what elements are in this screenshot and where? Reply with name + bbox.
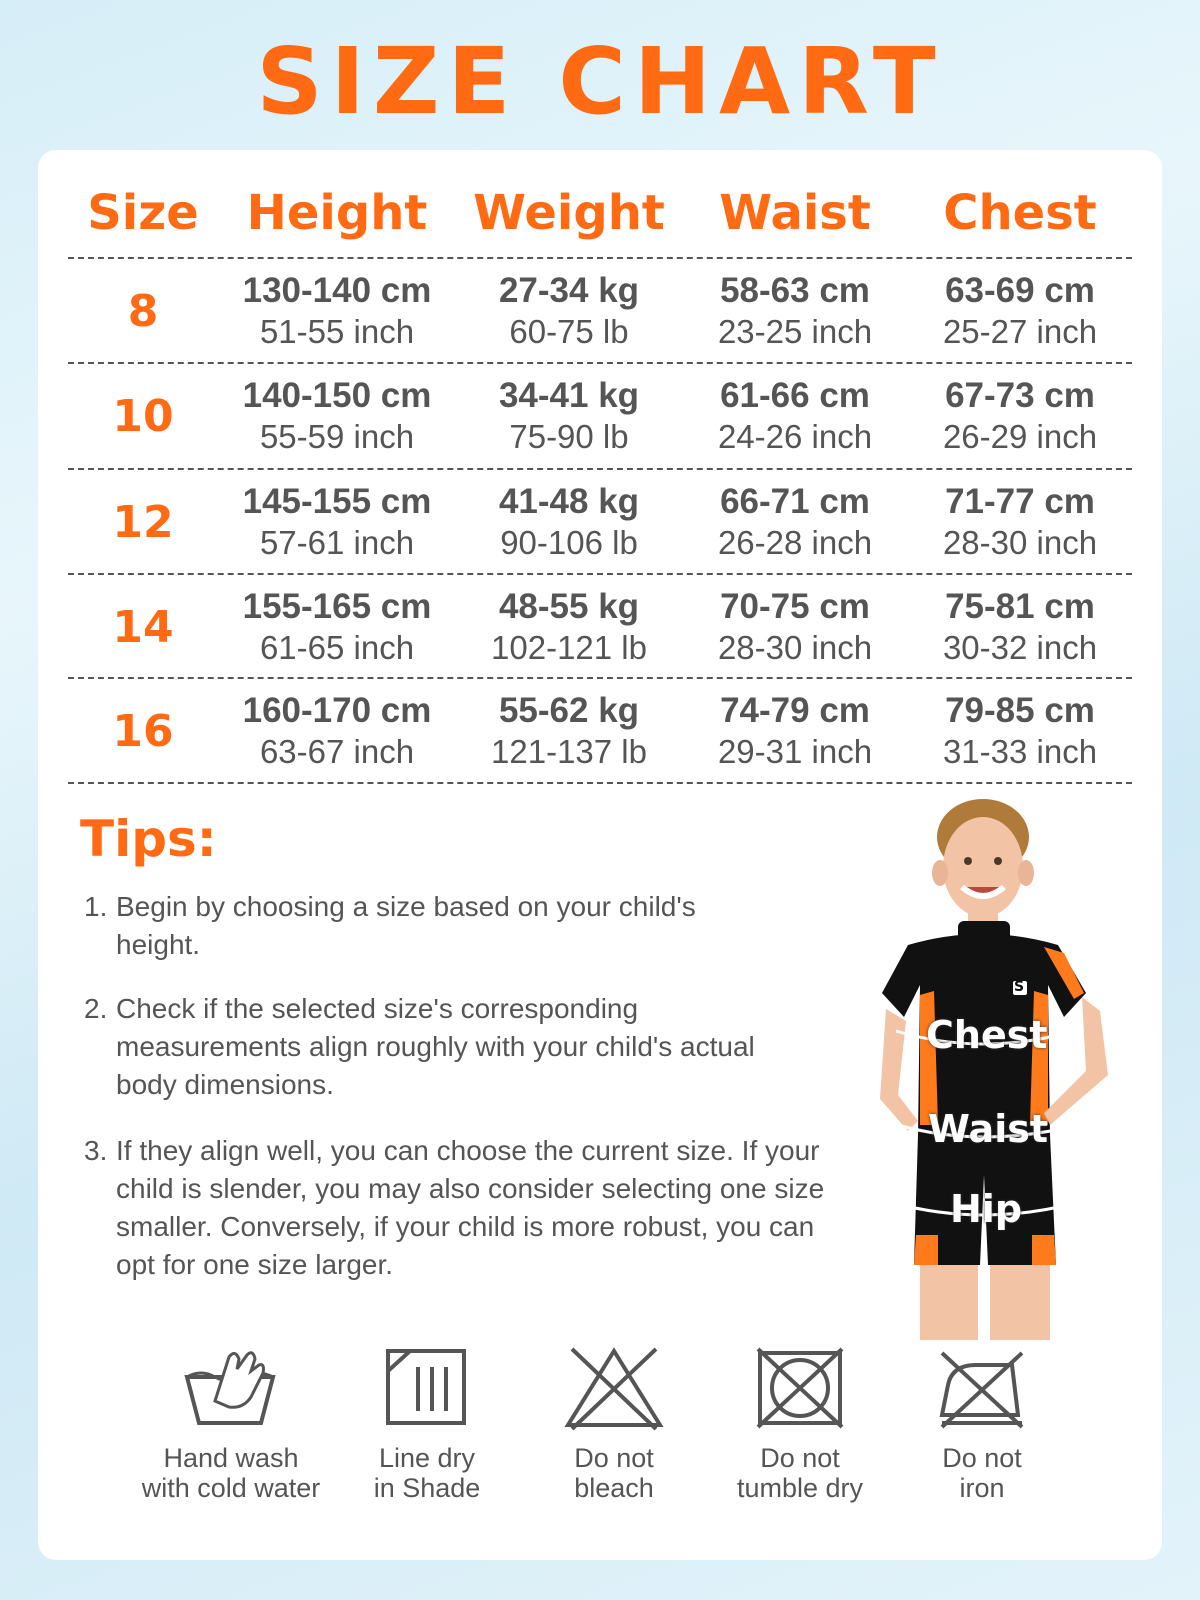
waist-inch: 29-31 inch — [717, 733, 873, 770]
height-inch: 51-55 inch — [259, 313, 415, 350]
chest-inch: 26-29 inch — [942, 418, 1098, 455]
tip-number: 1. — [84, 891, 108, 922]
table-row — [68, 258, 1132, 364]
waist-cell — [682, 258, 908, 364]
height-inch: 63-67 inch — [259, 733, 415, 770]
table-row — [68, 469, 1132, 575]
table-divider — [68, 782, 1132, 784]
header-chest: Chest — [943, 185, 1097, 241]
weight-cell — [456, 574, 682, 680]
weight-kg: 27-34 kg — [498, 271, 640, 310]
tip-text: If they align well, you can choose the current size. If your child is slender, you may also consider selecting one size smaller. Conversely, if your child is more robust, you can opt for one size larger. — [116, 1135, 825, 1280]
table-row — [68, 678, 1132, 784]
care-item-hand-wash — [121, 1345, 341, 1503]
chest-inch: 25-27 inch — [942, 313, 1098, 350]
chest-cm: 71-77 cm — [945, 482, 1095, 521]
care-item-no-iron — [872, 1345, 1092, 1503]
tip-number: 3. — [84, 1135, 108, 1166]
waist-cm: 66-71 cm — [720, 482, 870, 521]
height-cm: 140-150 cm — [242, 376, 432, 415]
waist-cm: 70-75 cm — [720, 587, 870, 626]
table-header — [68, 172, 1132, 254]
height-cell — [218, 363, 456, 469]
tip-item — [84, 990, 844, 1104]
header-height: Height — [246, 185, 428, 241]
chest-cell — [908, 574, 1132, 680]
weight-kg: 55-62 kg — [498, 691, 640, 730]
size-cell: 8 — [127, 285, 159, 337]
height-cell — [218, 258, 456, 364]
line-dry-shade-icon — [384, 1345, 470, 1431]
tip-text: Check if the selected size's corresponding measurements align roughly with your child's actual body dimensions. — [116, 993, 755, 1100]
waist-label: Waist — [928, 1107, 1049, 1151]
page-title: SIZE CHART — [256, 28, 944, 135]
no-iron-icon — [936, 1345, 1028, 1431]
header-weight: Weight — [473, 185, 665, 241]
chest-cell — [908, 363, 1132, 469]
table-row — [68, 363, 1132, 469]
hip-label: Hip — [950, 1187, 1023, 1231]
weight-cell — [456, 469, 682, 575]
weight-kg: 34-41 kg — [498, 376, 640, 415]
child-wetsuit-figure — [838, 795, 1118, 1340]
chest-cell — [908, 258, 1132, 364]
wetsuit-illustration — [838, 795, 1118, 1340]
size-cell: 16 — [112, 705, 174, 757]
height-cell — [218, 469, 456, 575]
size-cell: 12 — [112, 496, 174, 548]
chest-cm: 67-73 cm — [945, 376, 1095, 415]
tip-text: Begin by choosing a size based on your child's height. — [116, 891, 696, 960]
tips-title: Tips: — [80, 810, 217, 868]
weight-cell — [456, 363, 682, 469]
suit-logo: S — [1014, 979, 1025, 995]
waist-inch: 24-26 inch — [717, 418, 873, 455]
care-label: Do not bleach — [574, 1443, 654, 1503]
size-cell: 14 — [112, 601, 174, 653]
header-waist: Waist — [719, 185, 871, 241]
weight-cell — [456, 678, 682, 784]
height-cm: 145-155 cm — [242, 482, 432, 521]
size-cell: 10 — [112, 390, 174, 442]
waist-inch: 28-30 inch — [717, 629, 873, 666]
tip-item — [84, 888, 844, 964]
chest-inch: 30-32 inch — [942, 629, 1098, 666]
chest-inch: 28-30 inch — [942, 524, 1098, 561]
chest-cm: 79-85 cm — [945, 691, 1095, 730]
chest-inch: 31-33 inch — [942, 733, 1098, 770]
weight-lb: 121-137 lb — [491, 733, 647, 770]
waist-cell — [682, 363, 908, 469]
care-label: Hand wash with cold water — [141, 1443, 321, 1503]
chest-cell — [908, 678, 1132, 784]
height-cell — [218, 574, 456, 680]
chest-cell — [908, 469, 1132, 575]
height-cm: 130-140 cm — [242, 271, 432, 310]
chest-label: Chest — [926, 1013, 1048, 1057]
weight-lb: 60-75 lb — [509, 313, 629, 350]
height-inch: 55-59 inch — [259, 418, 415, 455]
height-inch: 61-65 inch — [259, 629, 415, 666]
weight-lb: 75-90 lb — [509, 418, 629, 455]
care-label: Do not iron — [942, 1443, 1022, 1503]
tip-item — [84, 1132, 844, 1284]
hand-wash-icon — [181, 1345, 281, 1431]
care-label: Do not tumble dry — [736, 1443, 864, 1503]
waist-cell — [682, 678, 908, 784]
weight-kg: 41-48 kg — [498, 482, 640, 521]
care-label: Line dry in Shade — [373, 1443, 481, 1503]
waist-cm: 61-66 cm — [720, 376, 870, 415]
waist-inch: 26-28 inch — [717, 524, 873, 561]
no-tumble-dry-icon — [754, 1345, 846, 1431]
tip-number: 2. — [84, 993, 108, 1024]
table-row — [68, 574, 1132, 680]
weight-lb: 102-121 lb — [491, 629, 647, 666]
weight-kg: 48-55 kg — [498, 587, 640, 626]
height-cm: 155-165 cm — [242, 587, 432, 626]
chest-cm: 63-69 cm — [945, 271, 1095, 310]
height-cell — [218, 678, 456, 784]
header-size: Size — [87, 185, 199, 241]
waist-cell — [682, 574, 908, 680]
no-bleach-icon — [562, 1345, 666, 1431]
waist-cm: 58-63 cm — [720, 271, 870, 310]
weight-lb: 90-106 lb — [500, 524, 638, 561]
waist-inch: 23-25 inch — [717, 313, 873, 350]
waist-cm: 74-79 cm — [720, 691, 870, 730]
weight-cell — [456, 258, 682, 364]
chest-cm: 75-81 cm — [945, 587, 1095, 626]
size-chart-card — [38, 150, 1162, 1560]
height-cm: 160-170 cm — [242, 691, 432, 730]
waist-cell — [682, 469, 908, 575]
height-inch: 57-61 inch — [259, 524, 415, 561]
